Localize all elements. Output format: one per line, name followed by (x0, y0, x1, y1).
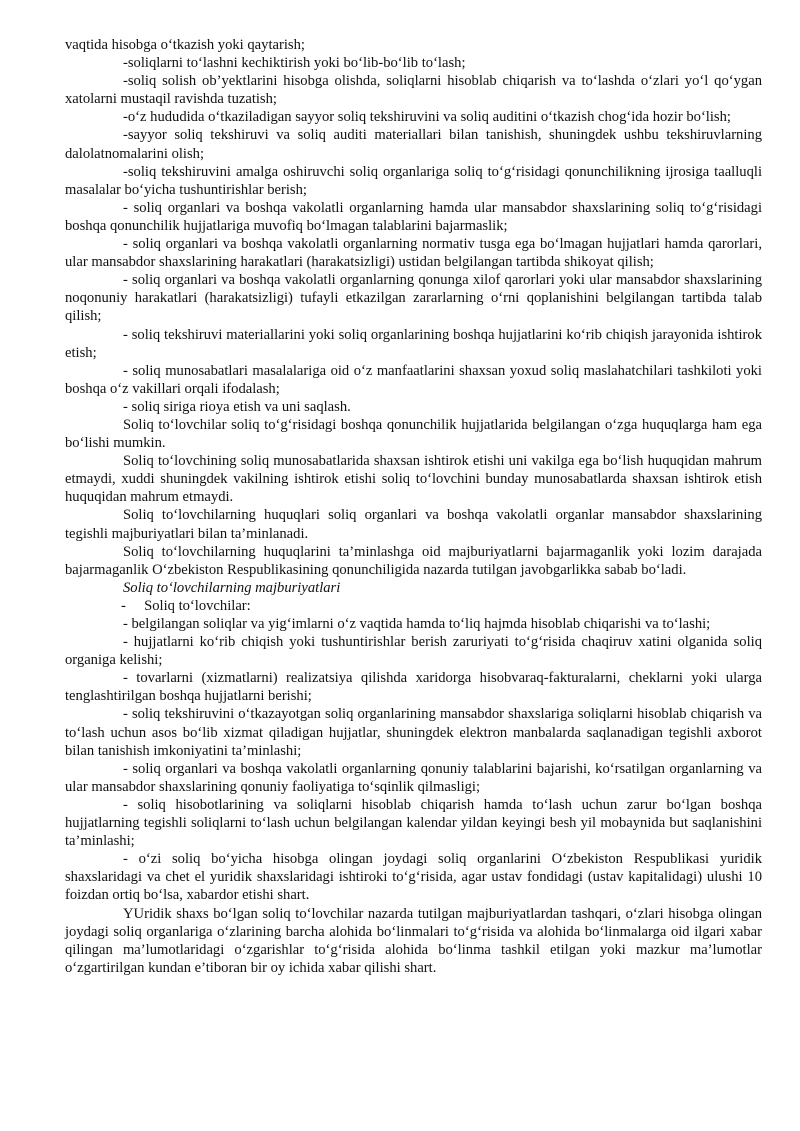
list-item: - soliq organlari va boshqa vakolatli organlarning normativ tusga ega bo‘lmagan hujjatlari hamda qarorlari, ular mansabdor shaxslarining harakatlari (harakatsizligi) ustidan belgilangan tartibda shikoyat qilish; (65, 236, 762, 271)
list-item: - soliq organlari va boshqa vakolatli organlarning hamda ular mansabdor shaxslarining soliq to‘g‘risidagi boshqa qonunchilik hujjatlariga muvofiq bo‘lmagan talablarini bajarmaslik; (65, 199, 762, 234)
paragraph: vaqtida hisobga o‘tkazish yoki qaytarish; (65, 37, 305, 53)
list-item: - soliq munosabatlari masalalariga oid o‘z manfaatlarini shaxsan yoxud soliq maslahatchilari tashkiloti yoki boshqa o‘z vakillari orqali ifodalash; (65, 362, 762, 397)
list-item: - soliq organlari va boshqa vakolatli organlarning qonunga xilof qarorlari yoki ular mansabdor shaxslarining noqonuniy harakatlari (harakatsizligi) tufayli etkazilgan zararlarning o‘rni qoplanishini belgilangan tartibda talab qilish; (65, 272, 762, 325)
list-item: -sayyor soliq tekshiruvi va soliq auditi materiallari bilan tanishish, shuningdek ushbu tekshiruvlarning dalolatnomalarini olish; (65, 127, 762, 162)
paragraph: Soliq to‘lovchilarning huquqlari soliq organlari va boshqa vakolatli organlar mansabdor shaxslarining tegishli majburiyatlari bilan ta’minlanadi. (65, 507, 762, 542)
list-item: -soliq tekshiruvini amalga oshiruvchi soliq organlariga soliq to‘g‘risidagi qonunchilikning ijrosiga taalluqli masalalar bo‘yicha tushuntirishlar berish; (65, 163, 762, 198)
list-item: -o‘z hududida o‘tkaziladigan sayyor soliq tekshiruvini va soliq auditini o‘tkazish chog‘ida hozir bo‘lish; (123, 109, 731, 126)
list-item: - soliq tekshiruvini o‘tkazayotgan soliq organlarining mansabdor shaxslariga soliqlarni hisoblab chiqarish va to‘lash uchun asos bo‘lib xizmat qiladigan hujjatlar, shuningdek elektron manbalarda saqlanadigan tegishli axborot bilan tanishish imkoniyatini ta’minlashi; (65, 706, 762, 759)
list-item: - soliq tekshiruvi materiallarini yoki soliq organlarining boshqa hujjatlarini ko‘rib chiqish jarayonida ishtirok etish; (65, 326, 762, 361)
paragraph: YUridik shaxs bo‘lgan soliq to‘lovchilar nazarda tutilgan majburiyatlardan tashqari, o‘zlari hisobga olingan joydagi soliq organlariga o‘zlarining barcha alohida bo‘linmalari to‘g‘risida va alohida bo‘linmalarga oid ilgari xabar qilingan ma’lumotlaridagi o‘zgarishlar to‘g‘risida alohida bo‘linma tashkil etilgan yoki mazkur ma’lumotlar o‘zgartirilgan kundan e’tiboran bir oy ichida xabar qilishi shart. (65, 905, 762, 976)
list-item: - soliq hisobotlarining va soliqlarni hisoblab chiqarish hamda to‘lash uchun zarur bo‘lgan boshqa hujjatlarning tegishli soliqlarni to‘lash uchun belgilangan kalendar yildan keyingi besh yil mobaynida but saqlanishini ta’minlashi; (65, 796, 762, 850)
list-item: -soliq solish ob’yektlarini hisobga olishda, soliqlarni hisoblab chiqarish va to‘lashda o‘zlari yo‘l qo‘ygan xatolarni mustaqil ravishda tuzatish; (65, 73, 762, 108)
paragraph: Soliq to‘lovchining soliq munosabatlarida shaxsan ishtirok etishi uni vakilga ega bo‘lish huquqidan mahrum etmaydi, xuddi shuningdek vakilning ishtirok etishi soliq to‘lovchini bunday munosabatlarda shaxsan ishtirok etish huquqidan mahrum etmaydi. (65, 453, 762, 506)
paragraph: Soliq to‘lovchilar soliq to‘g‘risidagi boshqa qonunchilik hujjatlarida belgilangan o‘zga huquqlarga ham ega bo‘lishi mumkin. (65, 416, 762, 452)
list-item: - belgilangan soliqlar va yig‘imlarni o‘z vaqtida hamda to‘liq hajmda hisoblab chiqarishi va to‘lashi; (123, 616, 711, 632)
paragraph: Soliq to‘lovchilarning huquqlarini ta’minlashga oid majburiyatlarni bajarmaganlik yoki lozim darajada bajarmaganlik O‘zbekiston Respublikasining qonunchiligida nazarda tutilgan javobgarlikka sabab bo‘ladi. (65, 543, 762, 578)
list-item: -soliqlarni to‘lashni kechiktirish yoki bo‘lib-bo‘lib to‘lash; (123, 55, 466, 72)
list-item: - soliq organlari va boshqa vakolatli organlarning qonuniy talablarini bajarishi, ko‘rsatilgan organlarning va ular mansabdor shaxslarining qonuniy faoliyatiga to‘sqinlik qilmasligi; (65, 760, 762, 795)
list-intro: - Soliq to‘lovchilar: (121, 597, 251, 614)
list-item: - tovarlarni (xizmatlarni) realizatsiya qilishda xaridorga hisobvaraq-fakturalarni, cheklarni yoki ularga tenglashtirilgan boshqa hujjatlarni berishi; (65, 670, 762, 705)
list-item: - o‘zi soliq bo‘yicha hisobga olingan joydagi soliq organlarini O‘zbekiston Respublikasi yuridik shaxslaridagi va chet el yuridik shaxslaridagi ishtiroki to‘g‘risida, agar ustav fondidagi (ustav kapitalidagi) ulushi 10 foizdan ortiq bo‘lsa, xabardor etishi shart. (65, 851, 762, 904)
list-item: - hujjatlarni ko‘rib chiqish yoki tushuntirishlar berish zaruriyati to‘g‘risida chaqiruv xatini olganida soliq organiga kelishi; (65, 634, 762, 669)
list-item: - soliq siriga rioya etish va uni saqlash. (123, 398, 351, 415)
section-heading: Soliq to‘lovchilarning majburiyatlari (123, 579, 341, 596)
